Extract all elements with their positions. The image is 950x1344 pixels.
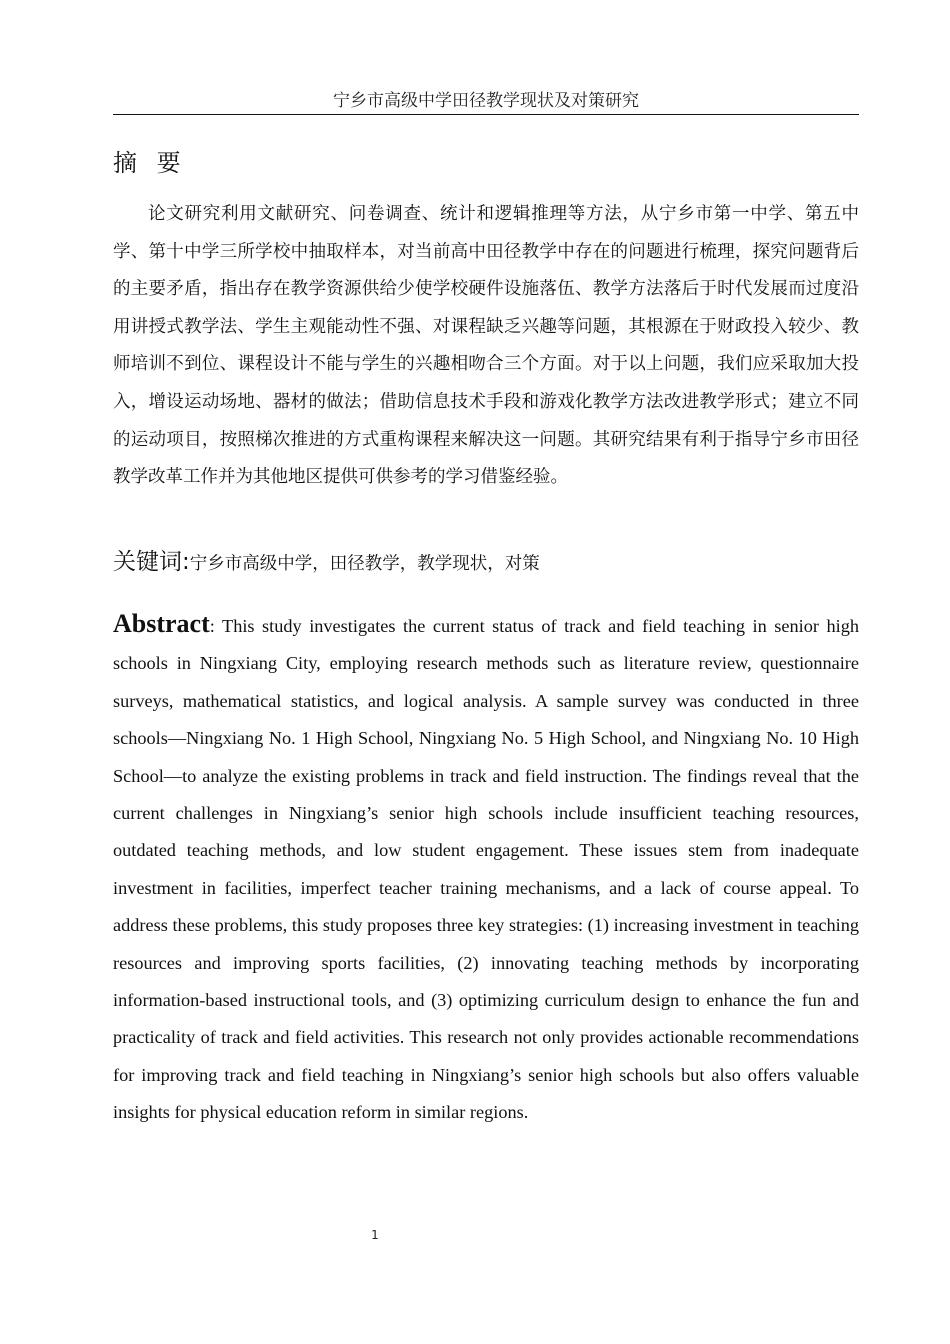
chinese-abstract-heading: 摘 要	[113, 149, 187, 177]
english-abstract-label: Abstract	[113, 609, 210, 638]
keywords-label: 关键词:	[113, 549, 190, 575]
chinese-abstract-body: 论文研究利用文献研究、问卷调查、统计和逻辑推理等方法，从宁乡市第一中学、第五中学、第十中学三所学校中抽取样本，对当前高中田径教学中存在的问题进行梳理，探究问题背后的主要矛盾，指出存在教学资源供给少使学校硬件设施落伍、教学方法落后于时代发展而过度沿用讲授式教学法、学生主观能动性不强、对课程缺乏兴趣等问题，其根源在于财政投入较少、教师培训不到位、课程设计不能与学生的兴趣相吻合三个方面。对于以上问题，我们应采取加大投入，增设运动场地、器材的做法；借助信息技术手段和游戏化教学方法改进教学形式；建立不同的运动项目，按照梯次推进的方式重构课程来解决这一问题。其研究结果有利于指导宁乡市田径教学改革工作并为其他地区提供可供参考的学习借鉴经验。	[113, 204, 859, 488]
page-number: 1	[371, 1228, 379, 1242]
keywords-line	[113, 543, 859, 583]
running-header: 宁乡市高级中学田径教学现状及对策研究	[113, 88, 859, 115]
english-abstract-body: : This study investigates the current status of track and field teaching in senior high schools in Ningxiang City, employing research methods such as literature review, questionnaire surveys, mathematical statistics, and logical analysis. A sample survey was conducted in three schools—Ningxiang No. 1 High School, Ningxiang No. 5 High School, and Ningxiang No. 10 High School—to analyze the existing problems in track and field instruction. The findings reveal that the current challenges in Ningxiang’s senior high schools include insufficient teaching resources, outdated teaching methods, and low student engagement. These issues stem from inadequate investment in facilities, imperfect teacher training mechanisms, and a lack of course appeal. To address these problems, this study proposes three key strategies: (1) increasing investment in teaching resources and improving sports facilities, (2) innovating teaching methods by incorporating information-based instructional tools, and (3) optimizing curriculum design to enhance the fun and practicality of track and field activities. This research not only provides actionable recommendations for improving track and field teaching in Ningxiang’s senior high schools but also offers valuable insights for physical education reform in similar regions.	[113, 616, 859, 1123]
keywords-text: 宁乡市高级中学，田径教学，教学现状，对策	[189, 554, 540, 574]
english-abstract	[113, 605, 859, 1132]
